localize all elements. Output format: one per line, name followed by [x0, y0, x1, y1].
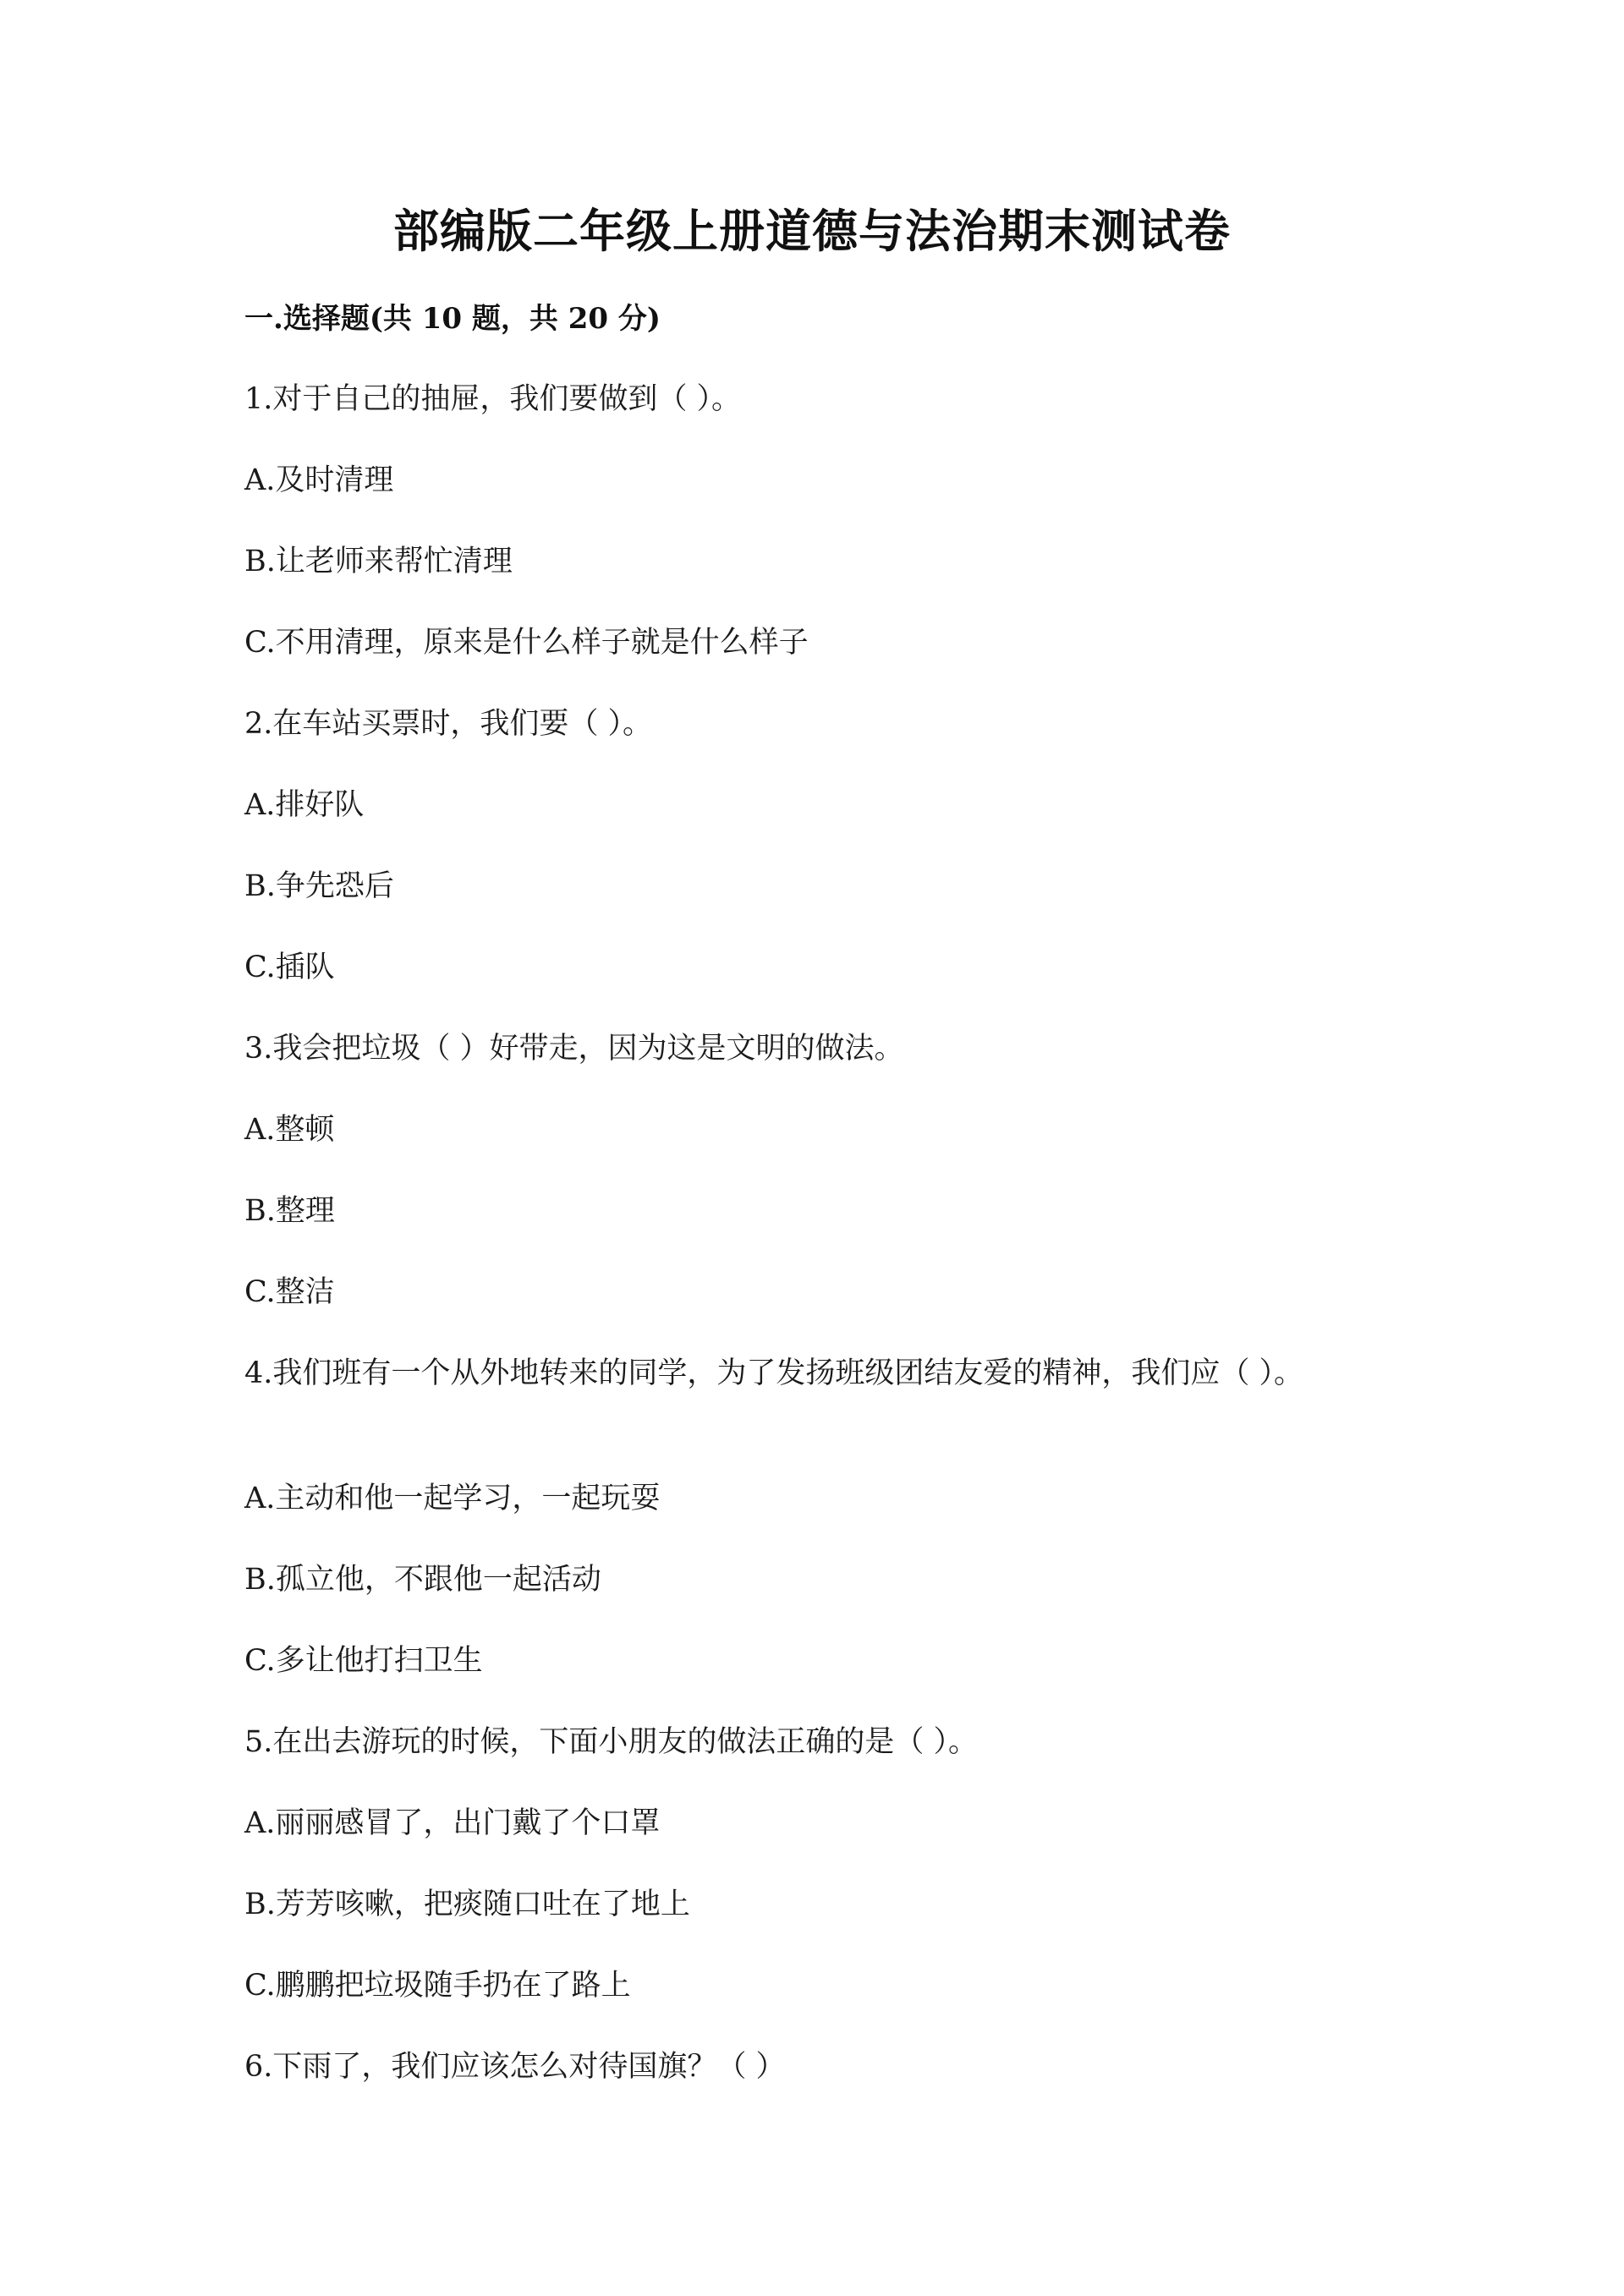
question-option: B.争先恐后 — [244, 869, 394, 903]
question-option: A.排好队 — [244, 788, 365, 822]
question-stem: 4.我们班有一个从外地转来的同学，为了发扬班级团结友爱的精神，我们应（ ）。 — [244, 1356, 1304, 1390]
question-option: C.插队 — [244, 951, 335, 984]
page-title: 部编版二年级上册道德与法治期末测试卷 — [393, 204, 1231, 258]
question-option: C.多让他打扫卫生 — [244, 1644, 483, 1678]
question-option: C.鹏鹏把垃圾随手扔在了路上 — [244, 1969, 631, 2003]
question-option: B.芳芳咳嗽，把痰随口吐在了地上 — [244, 1888, 690, 1921]
question-stem: 3.我会把垃圾（ ）好带走，因为这是文明的做法。 — [244, 1032, 904, 1066]
question-stem: 6.下雨了，我们应该怎么对待国旗？（ ） — [244, 2050, 786, 2084]
question-stem: 2.在车站买票时，我们要（ ）。 — [244, 707, 653, 741]
question-option: B.整理 — [244, 1194, 335, 1228]
question-stem: 1.对于自己的抽屉，我们要做到（ ）。 — [244, 382, 742, 416]
question-option: A.主动和他一起学习，一起玩耍 — [244, 1482, 661, 1515]
question-stem: 5.在出去游玩的时候，下面小朋友的做法正确的是（ ）。 — [244, 1725, 979, 1759]
question-option: A.丽丽感冒了，出门戴了个口罩 — [244, 1806, 661, 1840]
question-option: B.孤立他，不跟他一起活动 — [244, 1563, 601, 1597]
question-option: B.让老师来帮忙清理 — [244, 545, 513, 578]
question-option: C.整洁 — [244, 1275, 335, 1309]
question-option: C.不用清理，原来是什么样子就是什么样子 — [244, 626, 809, 660]
question-option: A.及时清理 — [244, 463, 394, 497]
question-option: A.整顿 — [244, 1113, 335, 1147]
section-heading: 一.选择题(共 10 题，共 20 分) — [244, 302, 661, 336]
